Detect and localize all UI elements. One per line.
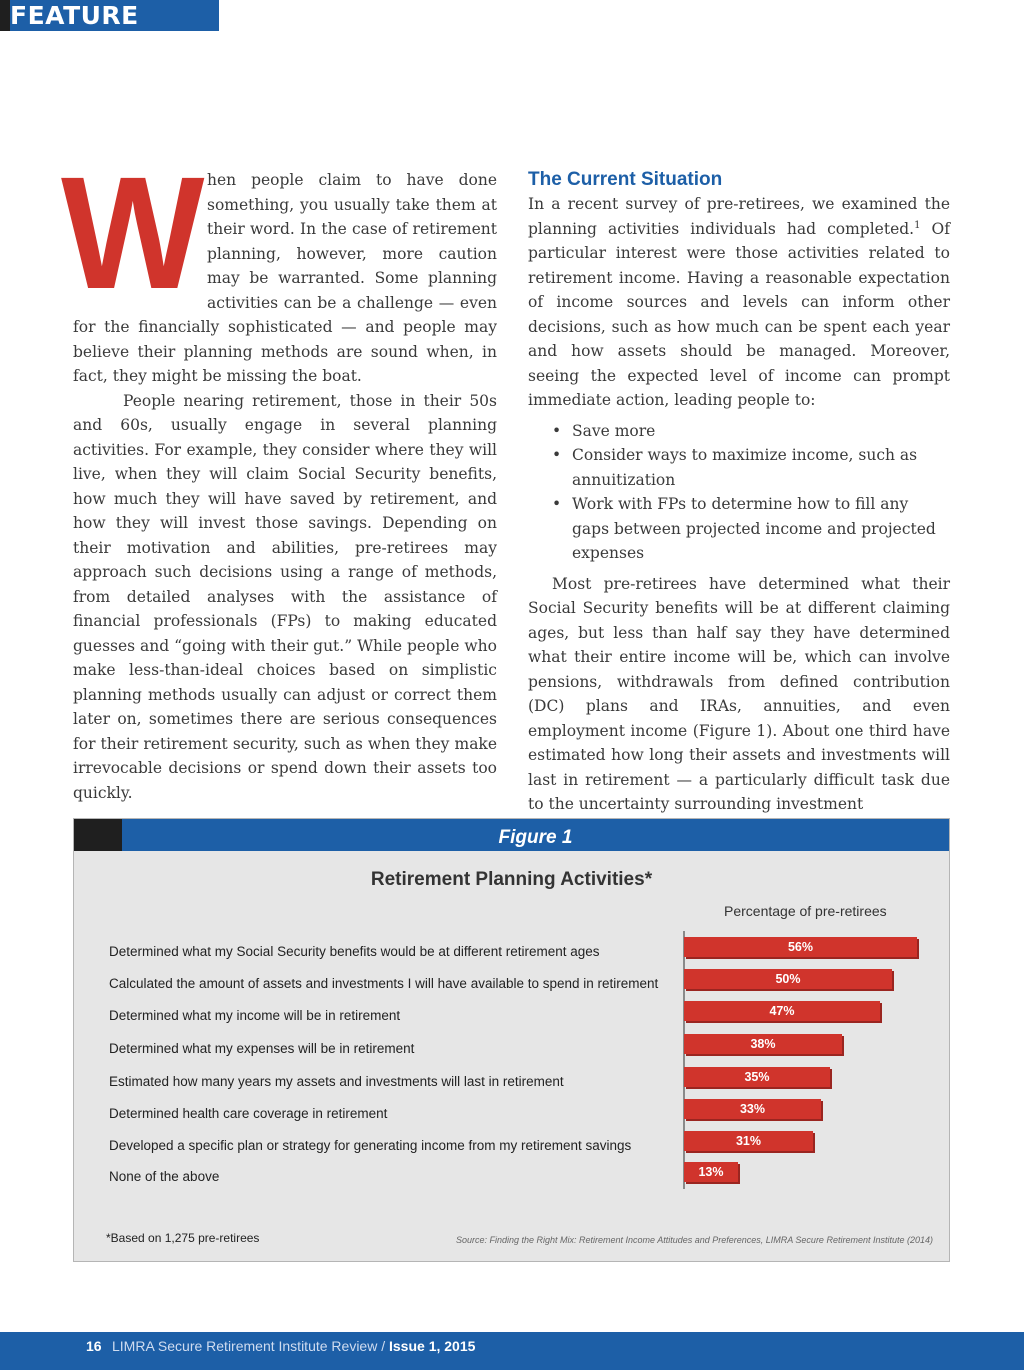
chart-category-label: Determined what my Social Security benefits would be at different retirement ages bbox=[109, 944, 600, 959]
chart-axis-title: Percentage of pre-retirees bbox=[724, 903, 887, 919]
chart-category-label: None of the above bbox=[109, 1169, 220, 1184]
chart-bar: 35% bbox=[684, 1067, 830, 1087]
chart-bar: 38% bbox=[684, 1034, 842, 1054]
chart-bar: 31% bbox=[684, 1131, 813, 1151]
paragraph-2: People nearing retirement, those in their 50s and 60s, usually engage in several planning activities. For example, they consider where they will live, when they will claim Social Security benefits, how much they will have saved by retirement, and how they will invest those savings. Depending on their motivation and abilities, pre-retirees may approach such decisions using a range of methods, from detailed analyses with the assistance of financial professionals (FPs) to making educated guesses and “going with their gut.” While people who make less-than-ideal choices based on simplistic planning methods usually can adjust or correct them later on, sometimes there are serious consequences for their retirement security, such as when they make irrevocable decisions or spend down their assets too quickly. bbox=[73, 391, 497, 802]
bullet-item: • Save more bbox=[528, 419, 950, 444]
paragraph-current-1-a: In a recent survey of pre-retirees, we examined the planning activities individuals had completed. bbox=[528, 195, 950, 238]
figure-header-accent bbox=[74, 819, 122, 851]
page-number: 16 bbox=[86, 1338, 102, 1354]
chart-bar: 50% bbox=[684, 969, 892, 989]
page-footer bbox=[0, 1332, 1024, 1370]
publication-name bbox=[112, 1332, 475, 1360]
issue-label: Issue 1, 2015 bbox=[389, 1338, 476, 1354]
chart-title: Retirement Planning Activities* bbox=[370, 869, 653, 890]
left-column bbox=[61, 143, 497, 805]
figure-1 bbox=[73, 818, 950, 1262]
paragraph-current-2: Most pre-retirees have determined what their Social Security benefits will be at different claiming ages, but less than half say they have determined what their entire income will be, which can involve pensions, withdrawals from defined contribution (DC) plans and IRAs, annuities, and even employment income (Figure 1). About one third have estimated how long their assets and investments will last in retirement — a particularly difficult task due to the uncertainty surrounding investment bbox=[528, 574, 950, 813]
section-tab: FEATURE bbox=[0, 0, 219, 31]
right-column bbox=[528, 168, 950, 817]
bullet-item: • Consider ways to maximize income, such as annuitization bbox=[528, 443, 950, 492]
figure-footnote: *Based on 1,275 pre-retirees bbox=[106, 1231, 260, 1245]
footnote-ref: 1 bbox=[914, 219, 921, 231]
chart-bar: 47% bbox=[684, 1001, 880, 1021]
paragraph-current-1-b: Of particular interest were those activities related to retirement income. Having a reasonable expectation of income sources and levels can inform other decisions, such as how much can be spent each year and how assets should be managed. Moreover, seeing the expected level of income can prompt immediate action, leading people to: bbox=[528, 219, 950, 409]
publication-title: LIMRA Secure Retirement Institute Review / bbox=[112, 1338, 389, 1354]
chart-category-label: Determined what my income will be in retirement bbox=[109, 1008, 401, 1023]
intro-paragraph bbox=[61, 143, 497, 389]
chart-category-label: Calculated the amount of assets and investments I will have available to spend in retirement bbox=[109, 976, 659, 991]
section-heading: The Current Situation bbox=[528, 169, 723, 190]
chart-bar: 13% bbox=[684, 1162, 738, 1182]
figure-label: Figure 1 bbox=[498, 827, 573, 848]
bullet-list bbox=[528, 419, 950, 566]
chart-category-label: Estimated how many years my assets and investments will last in retirement bbox=[109, 1074, 564, 1089]
intro-text: hen people claim to have done something, you usually take them at their word. In the case of retirement planning, however, more caution may be warranted. Some planning activities can be a challenge — even for the financially sophisticated — and people may believe their planning methods are sound when, in fact, they might be missing the boat. bbox=[73, 171, 497, 385]
chart-category-label: Determined what my expenses will be in retirement bbox=[109, 1041, 415, 1056]
chart-bar: 33% bbox=[684, 1099, 821, 1119]
paragraph-current-1 bbox=[528, 192, 950, 413]
chart-category-label: Developed a specific plan or strategy for generating income from my retirement savings bbox=[109, 1138, 632, 1153]
figure-source: Source: Finding the Right Mix: Retirement Income Attitudes and Preferences, LIMRA Secure Retirement Institute (2014) bbox=[455, 1235, 933, 1245]
chart-bar: 56% bbox=[684, 937, 917, 957]
bullet-item: • Work with FPs to determine how to fill any gaps between projected income and projected expenses bbox=[528, 492, 950, 566]
chart-category-label: Determined health care coverage in retirement bbox=[109, 1106, 388, 1121]
dropcap-letter: W bbox=[61, 143, 205, 322]
figure-header bbox=[74, 819, 949, 851]
